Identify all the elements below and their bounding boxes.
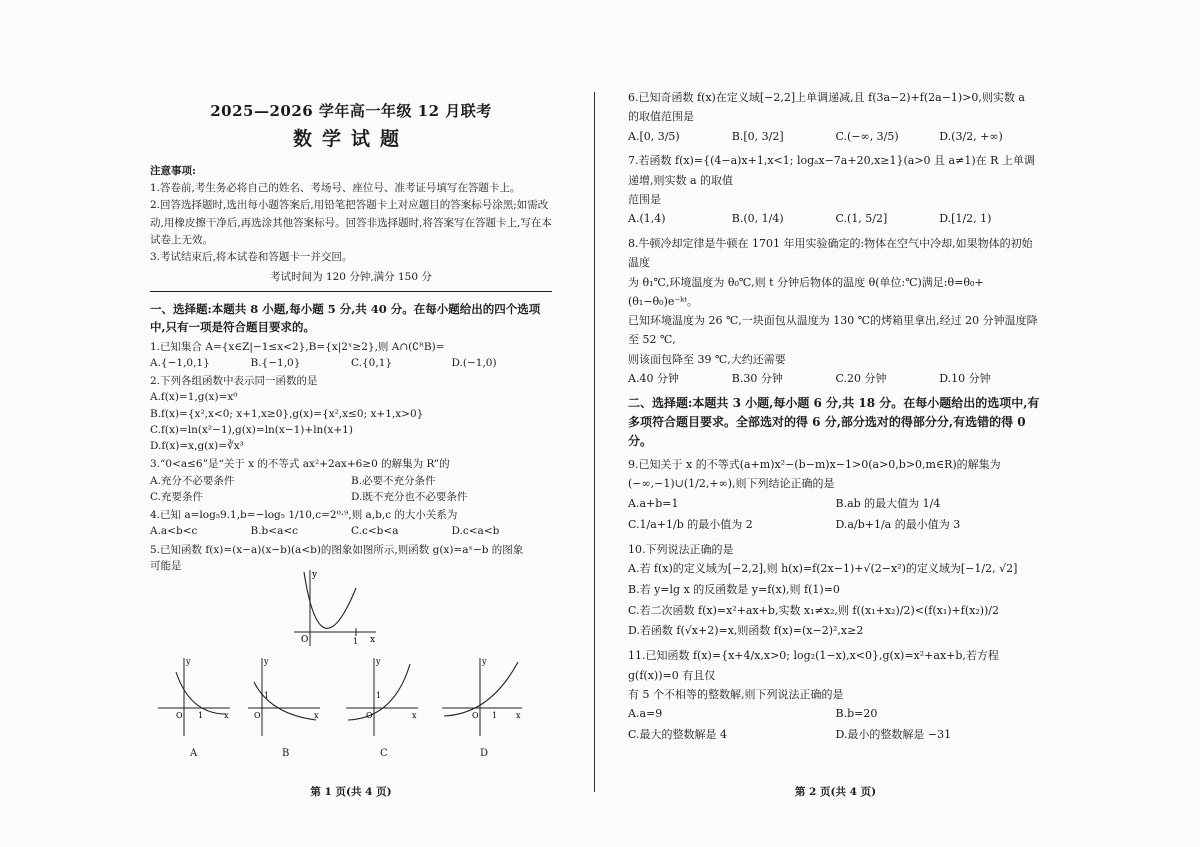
question-11-stem-line-2: 有 5 个不相等的整数解,则下列说法正确的是: [628, 687, 844, 701]
graph-d-tick: 1: [492, 711, 498, 721]
question-7-option-c: C.(1, 5/2]: [835, 212, 888, 226]
question-7-stem-line-1: 7.若函数 f(x)={(4−a)x+1,x<1; logₐx−7a+20,x≥1}(a>0 且 a≠1)在 R 上单调递增,则实数 a 的取值: [628, 154, 1035, 187]
main-graph-tick-label: 1: [353, 637, 359, 647]
graph-a-tick: 1: [198, 711, 204, 721]
question-3-option-b: B.必要不充分条件: [351, 474, 436, 487]
note-item-1: 1.答卷前,考生务必将自己的姓名、考场号、座位号、准考证号填写在答题卡上。: [150, 181, 521, 194]
question-7-option-a: A.(1,4): [628, 212, 666, 226]
question-6: [628, 88, 1043, 147]
question-1-stem: 1.已知集合 A={x∈Z|−1≤x<2},B={x|2ˣ≥2},则 A∩(∁ᴿB)=: [150, 340, 445, 353]
question-9-option-b: B.ab 的最大值为 1/4: [835, 496, 941, 510]
question-3: [150, 456, 552, 505]
question-7: [628, 151, 1043, 230]
question-9-option-d: D.a/b+1/a 的最小值为 3: [835, 517, 961, 531]
question-5-main-graph: [290, 566, 380, 652]
question-5-option-graphs: [150, 654, 552, 764]
question-9-option-c: C.1/a+1/b 的最小值为 2: [628, 517, 753, 531]
graph-a-origin: O: [176, 711, 183, 721]
main-graph-curve: [304, 572, 356, 628]
question-3-option-a: A.充分不必要条件: [150, 474, 235, 487]
graph-label-c: C: [380, 748, 388, 760]
question-10-option-b: B.若 y=lg x 的反函数是 y=f(x),则 f(1)=0: [628, 582, 840, 596]
question-11-option-b: B.b=20: [835, 707, 878, 721]
question-7-option-b: B.(0, 1/4): [731, 212, 784, 226]
option-graph-a: [156, 654, 232, 740]
question-3-option-c: C.充要条件: [150, 490, 203, 503]
option-graph-c: [344, 654, 420, 740]
question-2-option-d: D.f(x)=x,g(x)=∛x³: [150, 440, 244, 453]
subject-title: 数学试题: [292, 128, 409, 151]
question-11-stem-line-1: 11.已知函数 f(x)={x+4/x,x>0; log₂(1−x),x<0},g(x)=x²+ax+b,若方程 g(f(x))=0 有且仅: [628, 649, 999, 682]
page-divider: [594, 92, 595, 792]
page-1: [150, 88, 552, 800]
graph-b-x-label: x: [314, 711, 319, 721]
page-2: [628, 88, 1043, 800]
question-6-option-a: A.[0, 3/5): [628, 129, 680, 143]
graph-c-tick: 1: [376, 691, 382, 701]
graph-c-y-label: y: [376, 657, 381, 667]
question-8: [628, 234, 1043, 390]
question-11-option-d: D.最小的整数解是 −31: [835, 727, 952, 741]
question-2-option-b: B.f(x)={x²,x<0; x+1,x≥0},g(x)={x²,x≤0; x+1,x>0}: [150, 407, 424, 420]
graph-d-y-label: y: [482, 657, 487, 667]
question-4-option-d: D.c<a<b: [451, 525, 500, 538]
question-8-line-1: 8.牛顿冷却定律是牛顿在 1701 年用实验确定的:物体在空气中冷却,如果物体的初始温度: [628, 237, 1033, 270]
question-4-option-b: B.b<a<c: [250, 525, 299, 538]
option-graph-d: [440, 654, 524, 740]
graph-b-origin: O: [254, 711, 261, 721]
option-graph-b: [246, 654, 322, 740]
question-1-option-b: B.{−1,0}: [250, 356, 301, 369]
question-3-option-d: D.既不充分也不必要条件: [351, 490, 468, 503]
question-4-option-a: A.a<b<c: [150, 525, 198, 538]
graph-c-origin: O: [366, 711, 373, 721]
graph-b-y-label: y: [264, 657, 269, 667]
question-5-stem-line-1: 5.已知函数 f(x)=(x−a)(x−b)(a<b)的图象如图所示,则函数 g(x)=aˣ−b 的图象: [150, 543, 524, 556]
graph-c-x-label: x: [412, 711, 417, 721]
question-10: [628, 540, 1043, 643]
question-7-option-d: D.[1/2, 1): [939, 212, 992, 226]
question-11-option-c: C.最大的整数解是 4: [628, 727, 728, 741]
question-9-stem-line-2: (−∞,−1)∪(1/2,+∞),则下列结论正确的是: [628, 477, 835, 491]
question-2-stem: 2.下列各组函数中表示同一函数的是: [150, 375, 318, 388]
question-8-line-2: 为 θ₁℃,环境温度为 θ₀℃,则 t 分钟后物体的温度 θ(单位:℃)满足:θ=θ₀+(θ₁−θ₀)e⁻ᵏᵗ。: [628, 275, 984, 308]
graph-b-tick: 1: [264, 691, 270, 701]
question-5-figure-area: [150, 570, 552, 652]
section-1-header: 一、选择题:本题共 8 小题,每小题 5 分,共 40 分。在每小题给出的四个选项中,只有一项是符合题目要求的。: [150, 301, 541, 335]
question-1-option-d: D.(−1,0): [451, 356, 497, 369]
page-1-footer: 第 1 页(共 4 页): [310, 785, 392, 798]
exam-time: 考试时间为 120 分钟,满分 150 分: [270, 270, 432, 283]
page-2-footer: 第 2 页(共 4 页): [794, 785, 877, 798]
main-graph-x-label: x: [370, 635, 376, 646]
question-6-stem-line-1: 6.已知奇函数 f(x)在定义域[−2,2]上单调递减,且 f(3a−2)+f(2a−1)>0,则实数 a: [628, 91, 1025, 104]
question-8-option-a: A.40 分钟: [628, 371, 679, 385]
divider-line: [150, 291, 552, 292]
exam-title: 2025—2026 学年高一年级 12 月联考: [210, 102, 492, 120]
question-6-option-b: B.[0, 3/2]: [731, 129, 784, 143]
graph-label-a: A: [190, 748, 198, 760]
question-10-option-a: A.若 f(x)的定义域为[−2,2],则 h(x)=f(2x−1)+√(2−x²)的定义域为[−1/2, √2]: [628, 561, 1018, 575]
note-item-2: 2.回答选择题时,选出每小题答案后,用铅笔把答题卡上对应题目的答案标号涂黑;如需改动,用橡皮擦干净后,再选涂其他答案标号。回答非选择题时,将答案写在答题卡上,写在本试卷上无效。: [150, 199, 552, 246]
question-9-stem-line-1: 9.已知关于 x 的不等式(a+m)x²−(b−m)x−1>0(a>0,b>0,m∈R)的解集为: [628, 458, 1001, 472]
notes-heading: 注意事项:: [150, 164, 196, 177]
question-9: [628, 455, 1043, 535]
main-graph-origin: O: [301, 635, 309, 646]
question-4: [150, 507, 552, 540]
question-11: [628, 646, 1043, 746]
question-10-stem: 10.下列说法正确的是: [628, 542, 734, 556]
question-2-option-c: C.f(x)=ln(x²−1),g(x)=ln(x−1)+ln(x+1): [150, 423, 353, 436]
question-1-option-c: C.{0,1}: [351, 356, 393, 369]
question-10-option-c: C.若二次函数 f(x)=x²+ax+b,实数 x₁≠x₂,则 f((x₁+x₂)/2)<(f(x₁)+f(x₂))/2: [628, 603, 1000, 617]
graph-label-b: B: [282, 748, 290, 760]
section-2-header: 二、选择题:本题共 3 小题,每小题 6 分,共 18 分。在每小题给出的选项中,有多项符合题目要求。全部选对的得 6 分,部分选对的得部分分,有选错的得 0 分。: [628, 395, 1040, 449]
question-3-stem: 3.“0<a≤6”是“关于 x 的不等式 ax²+2ax+6≥0 的解集为 R”的: [150, 458, 450, 471]
question-8-line-3: 已知环境温度为 26 ℃,一块面包从温度为 130 ℃的烤箱里拿出,经过 20 分钟温度降至 52 ℃,: [628, 314, 1038, 347]
question-1-option-a: A.{−1,0,1}: [150, 356, 210, 369]
question-4-stem: 4.已知 a=log₅9.1,b=−log₅ 1/10,c=2⁰·⁹,则 a,b,c 的大小关系为: [150, 509, 458, 522]
question-6-option-d: D.(3/2, +∞): [939, 129, 1003, 143]
graph-label-d: D: [480, 748, 489, 760]
question-8-option-c: C.20 分钟: [835, 371, 887, 385]
question-6-option-c: C.(−∞, 3/5): [835, 129, 899, 143]
question-2-option-a: A.f(x)=1,g(x)=x⁰: [150, 391, 238, 404]
graph-d-origin: O: [472, 711, 479, 721]
graph-a-x-label: x: [224, 711, 229, 721]
question-9-option-a: A.a+b=1: [628, 496, 679, 510]
question-7-stem-line-2: 范围是: [628, 192, 661, 206]
graph-d-x-label: x: [516, 711, 521, 721]
question-1: [150, 339, 552, 372]
question-8-line-4: 则该面包降至 39 ℃,大约还需要: [628, 352, 786, 366]
graph-a-y-label: y: [186, 657, 191, 667]
main-graph-y-label: y: [312, 570, 318, 581]
question-5-stem-line-2: 可能是: [150, 560, 182, 573]
question-4-option-c: C.c<b<a: [351, 525, 399, 538]
question-11-option-a: A.a=9: [628, 707, 663, 721]
question-8-option-b: B.30 分钟: [731, 371, 783, 385]
question-6-stem-line-2: 的取值范围是: [628, 110, 694, 124]
question-10-option-d: D.若函数 f(√x+2)=x,则函数 f(x)=(x−2)²,x≥2: [628, 624, 864, 638]
question-2: [150, 373, 552, 454]
note-item-3: 3.考试结束后,将本试卷和答题卡一并交回。: [150, 251, 353, 264]
question-8-option-d: D.10 分钟: [939, 371, 991, 385]
